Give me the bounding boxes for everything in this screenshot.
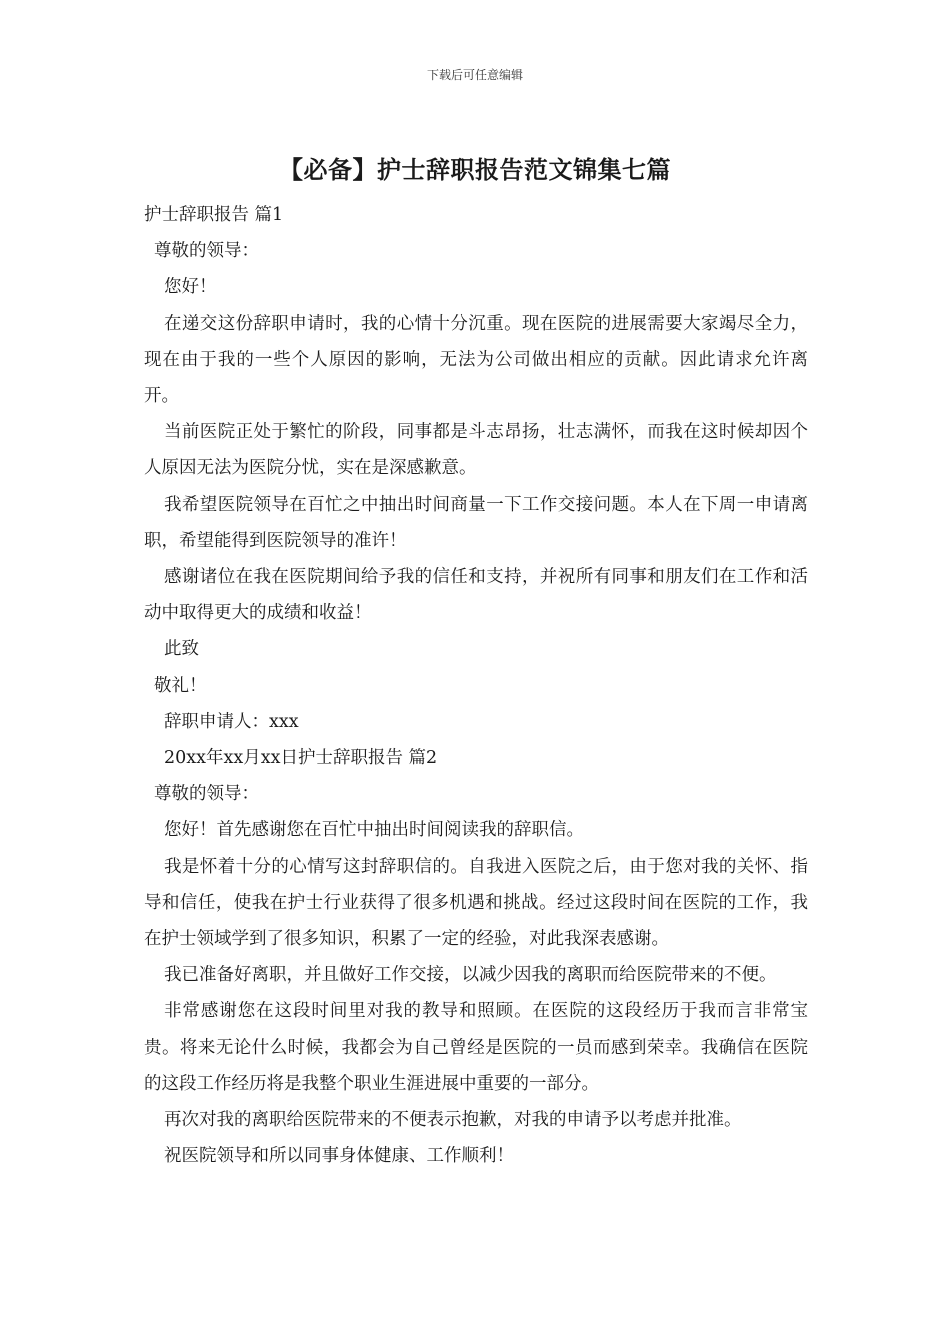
body-paragraph: 再次对我的离职给医院带来的不便表示抱歉，对我的申请予以考虑并批准。 (164, 1110, 742, 1131)
greeting: 您好！ (164, 277, 217, 298)
document-title: 【必备】护士辞职报告范文锦集七篇 (279, 155, 671, 184)
closing-phrase: 此致 (164, 639, 199, 660)
body-paragraph: 我是怀着十分的心情写这封辞职信的。自我进入医院之后，由于您对我的关怀、指导和信任，使我在护士行业获得了很多机遇和挑战。经过这段时间在医院的工作，我在护士领域学到了很多知识，积累了一定的经验，对此我深表感谢。 (144, 856, 808, 950)
body-paragraph: 在递交这份辞职申请时，我的心情十分沉重。现在医院的进展需要大家竭尽全力，现在由于我的一些个人原因的影响，无法为公司做出相应的贡献。因此请求允许离开。 (144, 313, 808, 407)
section-heading-1: 护士辞职报告 篇1 (144, 205, 284, 225)
body-paragraph: 我已准备好离职，并且做好工作交接，以减少因我的离职而给医院带来的不便。 (164, 965, 777, 986)
body-paragraph: 祝医院领导和所以同事身体健康、工作顺利！ (164, 1146, 514, 1167)
body-paragraph: 非常感谢您在这段时间里对我的教导和照顾。在医院的这段经历于我而言非常宝贵。将来无论什么时候，我都会为自己曾经是医院的一员而感到荣幸。我确信在医院的这段工作经历将是我整个职业生涯进展中重要的一部分。 (144, 1001, 808, 1094)
document-body (144, 197, 808, 1174)
header-note: 下载后可任意编辑 (426, 68, 523, 82)
date-and-section-heading-2: 20xx年xx月xx日护士辞职报告 篇2 (164, 748, 438, 769)
signature-line: 辞职申请人：xxx (164, 711, 299, 732)
body-paragraph: 我希望医院领导在百忙之中抽出时间商量一下工作交接问题。本人在下周一申请离职，希望能得到医院领导的准许！ (144, 494, 808, 551)
greeting: 您好！首先感谢您在百忙中抽出时间阅读我的辞职信。 (164, 820, 584, 841)
salutation: 尊敬的领导： (154, 241, 259, 262)
body-paragraph: 感谢诸位在我在医院期间给予我的信任和支持，并祝所有同事和朋友们在工作和活动中取得更大的成绩和收益！ (144, 567, 808, 624)
body-paragraph: 当前医院正处于繁忙的阶段，同事都是斗志昂扬，壮志满怀，而我在这时候却因个人原因无法为医院分忧，实在是深感歉意。 (144, 422, 808, 479)
salutation: 尊敬的领导： (154, 784, 259, 805)
closing-salute: 敬礼！ (154, 675, 207, 696)
